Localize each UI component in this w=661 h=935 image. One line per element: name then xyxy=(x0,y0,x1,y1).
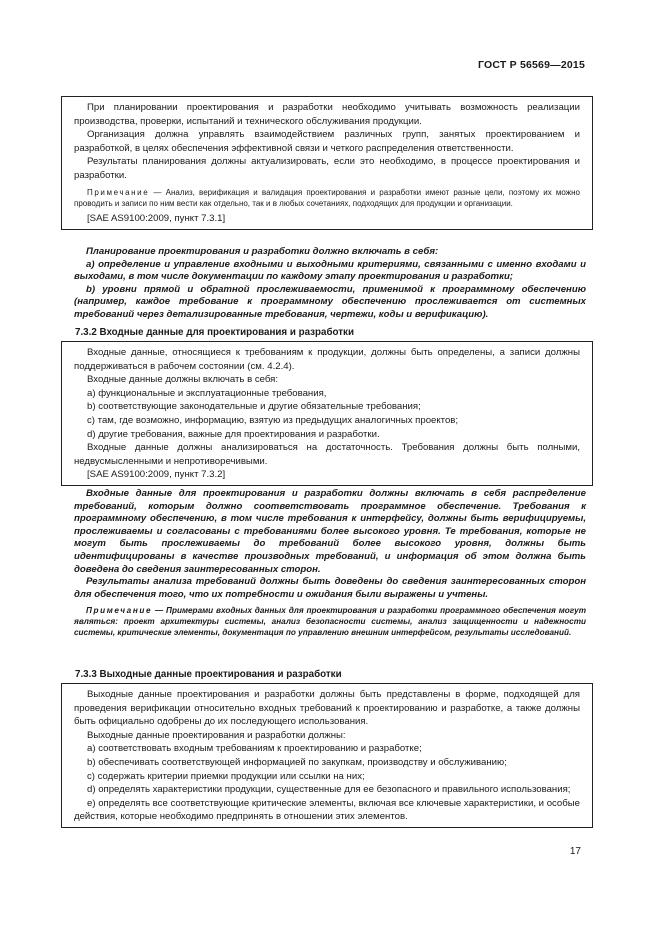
italic2-paragraph: Результаты анализа требований должны быть доведены до сведения заинтересованных сторон для обеспечения того, что их потребности и ожидания были выражены и учтены. xyxy=(74,576,586,600)
box3-list-item: c) содержать критерии приемки продукции или ссылки на них; xyxy=(87,770,365,782)
box2-list-item: c) там, где возможно, информацию, взятую из предыдущих аналогичных проектов; xyxy=(87,414,459,426)
box1-paragraph: Организация должна управлять взаимодействием различных групп, занятых проектированием и разработкой, в целях обеспечения эффективной связи и четкого распределения ответственности. xyxy=(74,129,580,154)
box1-reference: [SAE AS9100:2009, пункт 7.3.1] xyxy=(87,212,226,224)
italic-supplement-7-3-2 xyxy=(74,488,586,638)
standard-header: ГОСТ Р 56569—2015 xyxy=(477,59,585,71)
box3-list-item: е) определять все соответствующие критические элементы, включая все ключевые характеристики, и особые действия, которые необходимо предпринять в отношении этих элементов. xyxy=(74,797,580,823)
italic1-item-b: b) уровни прямой и обратной прослеживаемости, применимой к программному обеспечению (например, каждое требование к программному обеспечению прослеживается от системных требований через детализированные требования, чертежи, коды и верификацию). xyxy=(74,283,586,320)
box2-paragraph: Входные данные, относящиеся к требованиям к продукции, должны быть определены, а записи должны поддерживаться в рабочем состоянии (см. 4.2.4). xyxy=(74,347,580,372)
box1-paragraph: При планировании проектирования и разработки необходимо учитывать возможность реализации производства, проверки, испытаний и технического обслуживания продукции. xyxy=(74,102,580,127)
note2-label: Примечание xyxy=(86,606,153,616)
box2-reference: [SAE AS9100:2009, пункт 7.3.2] xyxy=(87,469,226,481)
requirements-box-7-3-1 xyxy=(61,96,593,230)
requirements-box-7-3-2 xyxy=(61,341,593,486)
box2-list-item: b) соответствующие законодательные и другие обязательные требования; xyxy=(87,401,421,413)
box3-list-item: b) обеспечивать соответствующей информацией по закупкам, производству и обслуживанию; xyxy=(87,756,507,768)
box2-list-item: d) другие требования, важные для проектирования и разработки. xyxy=(87,428,380,440)
box1-paragraph: Результаты планирования должны актуализировать, если это необходимо, в процессе проектирования и разработки. xyxy=(74,156,580,181)
italic2-paragraph: Входные данные для проектирования и разработки должны включать в себя распределение требований, которым должно соответствовать программное обеспечение. Требования к программному обеспечению, в том числе требования к интерфейсу, должны быть верифицируемы, прослеживаемы и согласованы с требованиями более высокого уровня. Те требования, которые не могут быть прослеживаемы до требований более высокого уровня, должны быть идентифицированы в качестве производных требований, и информация об этом должна быть доведена до сведения заинтересованных сторон. xyxy=(74,488,586,575)
page-number: 17 xyxy=(569,846,581,857)
note2 xyxy=(74,605,586,638)
box3-list-item: а) соответствовать входным требованиям к проектированию и разработке; xyxy=(87,743,422,755)
note2-text: — Примерами входных данных для проектирования и разработки программного обеспечения могут являться: проект архитектуры системы, анализ безопасности системы, анализ защищенности и надежности системы, критические элементы, документация по управлению внешним интерфейсом, результаты исследований. xyxy=(74,606,586,638)
box1-note xyxy=(74,187,580,209)
note-label: Примечание xyxy=(87,187,150,197)
box2-paragraph: Входные данные должны анализироваться на достаточность. Требования должны быть полными, недвусмысленными и непротиворечивыми. xyxy=(74,442,580,467)
note-text: — Анализ, верификация и валидация проектирования и разработки имеют разные цели, поэтому их можно проводить и записи по ним вести как отдельно, так и в любых сочетаниях, подходящих для продукции и организации. xyxy=(74,187,580,208)
italic1-intro: Планирование проектирования и разработки должно включать в себя: xyxy=(86,246,439,257)
italic1-item-a: а) определение и управление входными и выходными критериями, связанными с именно входами и выходами, в том числе документации по каждому этапу проектирования и разработки; xyxy=(74,258,586,283)
box2-paragraph: Входные данные должны включать в себя: xyxy=(87,374,279,386)
italic-supplement-7-3-1 xyxy=(74,246,586,322)
requirements-box-7-3-3 xyxy=(61,683,593,828)
box3-paragraph: Выходные данные проектирования и разработки должны быть представлены в форме, подходящей для проведения верификации относительно входных требований к проектированию и разработке, а также должны быть официально одобрены до их последующего использования. xyxy=(74,689,580,728)
box2-list-item: a) функциональные и эксплуатационные требования, xyxy=(87,387,327,399)
section-title-7-3-2: 7.3.2 Входные данные для проектирования и разработки xyxy=(75,327,354,338)
box3-paragraph: Выходные данные проектирования и разработки должны: xyxy=(87,729,346,741)
box3-list-item: d) определять характеристики продукции, существенные для ее безопасного и правильного использования; xyxy=(87,784,571,796)
section-title-7-3-3: 7.3.3 Выходные данные проектирования и разработки xyxy=(75,669,342,680)
